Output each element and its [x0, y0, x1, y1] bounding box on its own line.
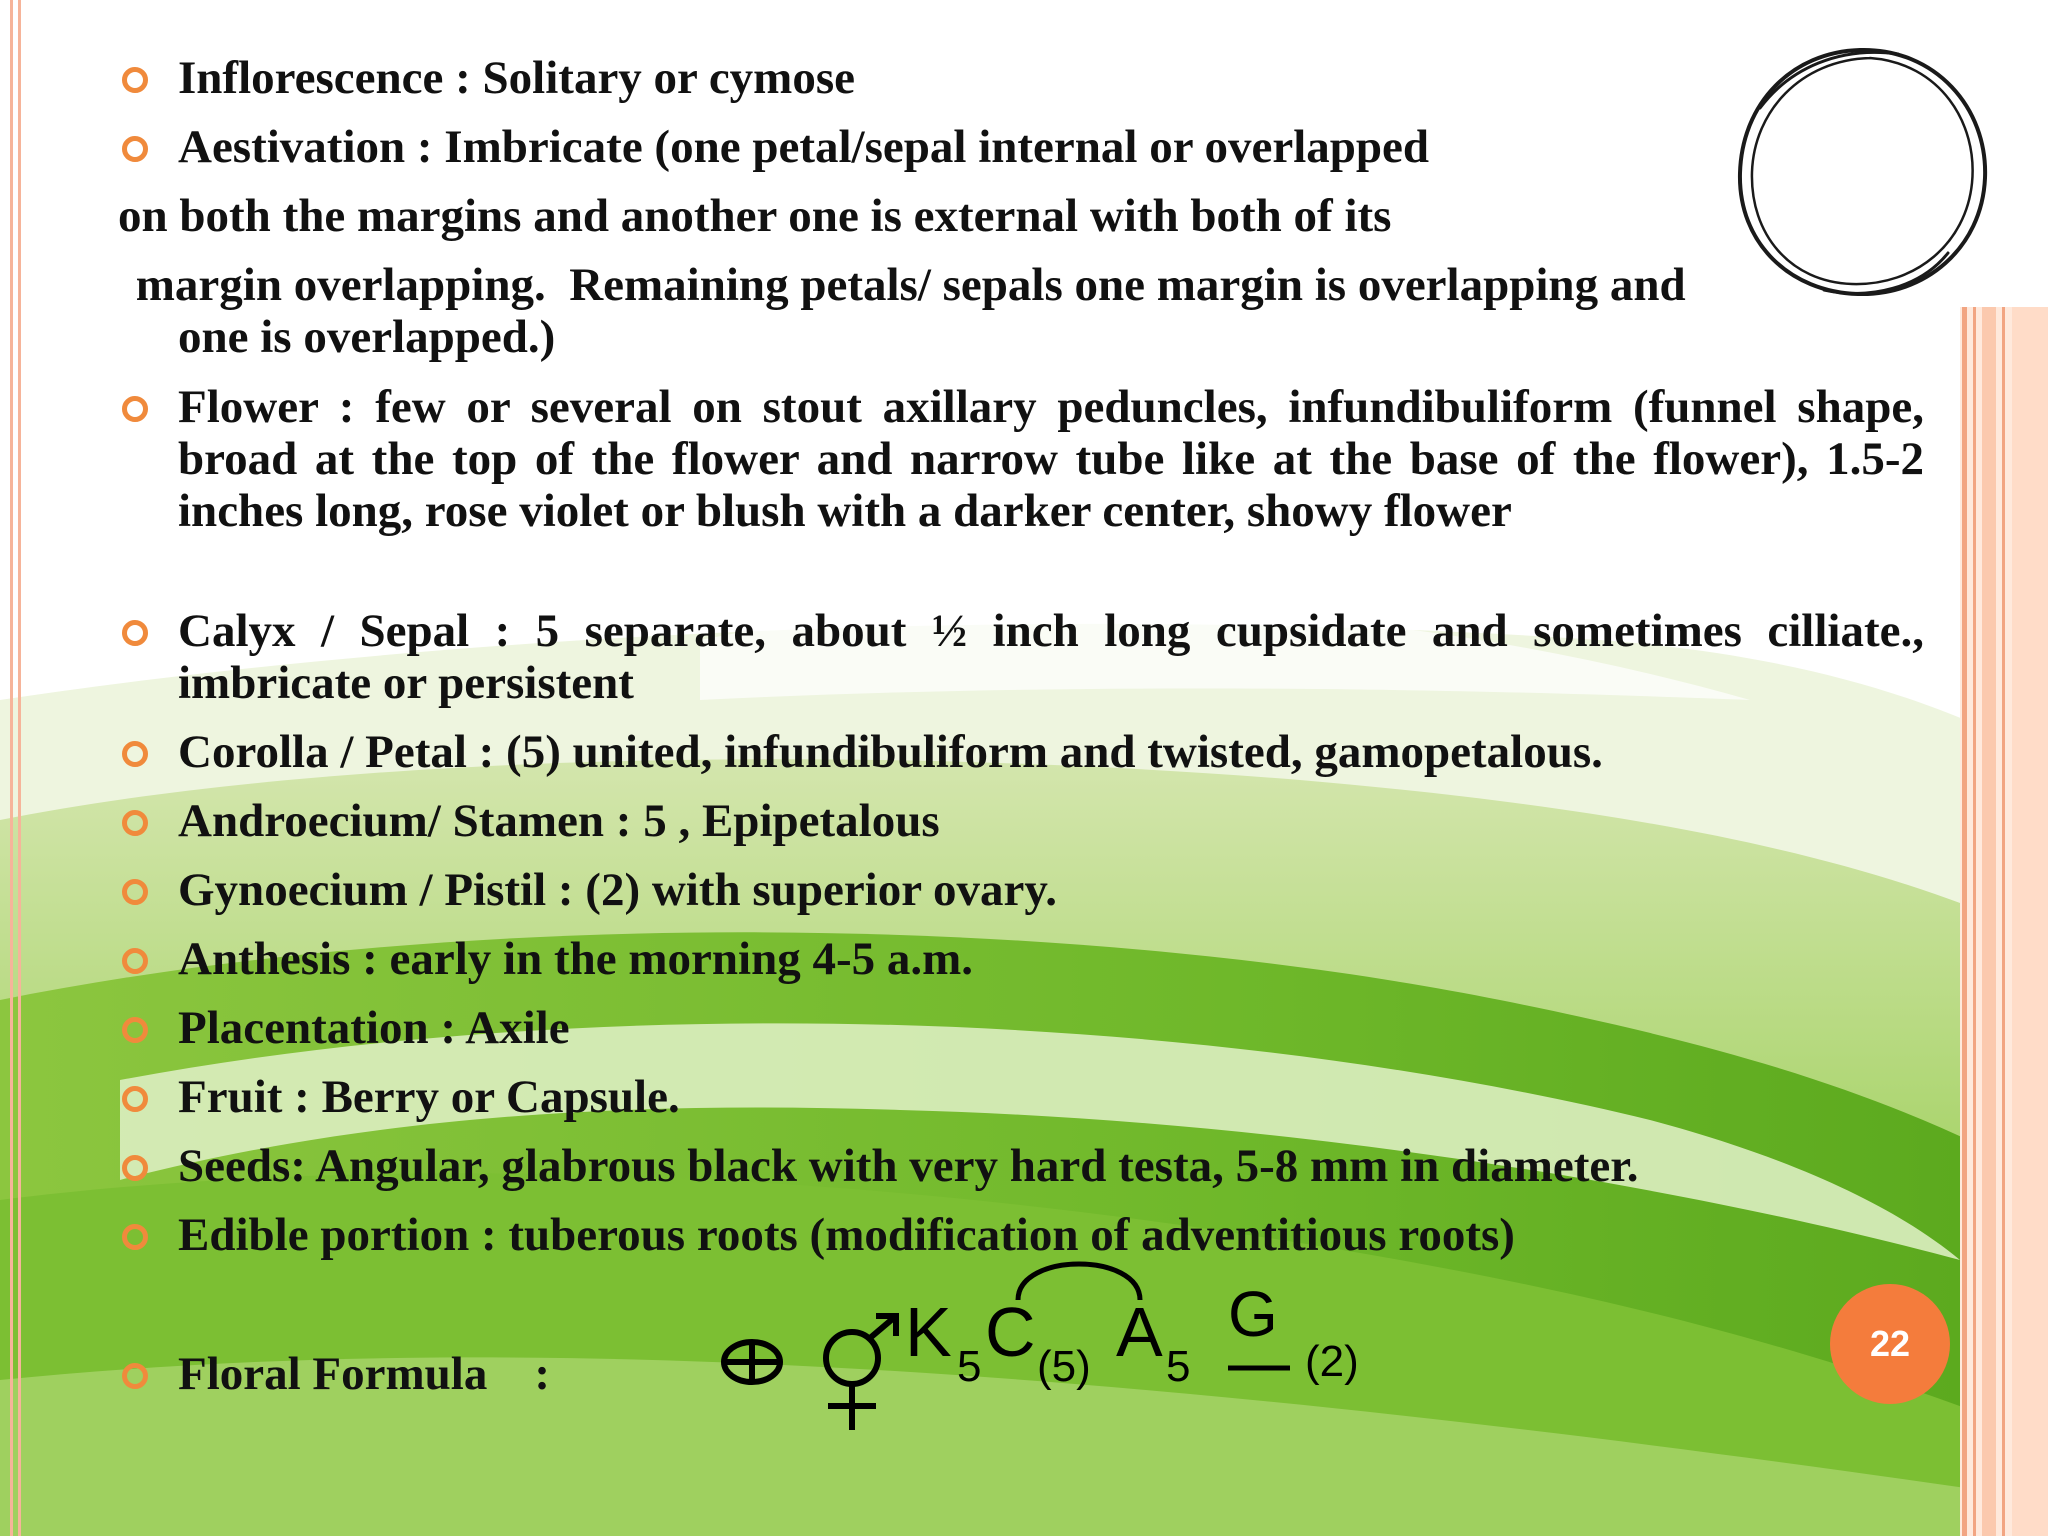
corolla-count: (5) [1037, 1342, 1091, 1391]
bullet-icon [122, 136, 148, 162]
left-border-line [10, 0, 13, 1536]
bullet-text: Aestivation : Imbricate (one petal/sepal internal or overlapped [178, 121, 1430, 173]
actinomorphic-symbol-icon [724, 1342, 780, 1382]
bullet-icon [122, 948, 148, 974]
floral-formula [700, 1238, 1420, 1438]
gynoecium-symbol: G [1228, 1278, 1278, 1350]
bullet-text: Placentation : Axile [178, 1002, 570, 1054]
continuation-text: margin overlapping. Remaining petals/ sepals one margin is overlapping and [124, 259, 1686, 311]
bullet-text: Floral Formula : [178, 1348, 551, 1400]
bullet-icon [122, 67, 148, 93]
page-number-badge: 22 [1830, 1284, 1950, 1404]
bullet-icon [122, 879, 148, 905]
bullet-icon [122, 1363, 148, 1389]
bullet-icon [122, 1017, 148, 1043]
bullet-icon [122, 620, 148, 646]
sketch-circle-icon [1720, 38, 2000, 308]
bullet-icon [122, 741, 148, 767]
bullet-text: Seeds: Angular, glabrous black with very hard testa, 5-8 mm in diameter. [178, 1140, 1639, 1192]
bullet-icon [122, 810, 148, 836]
bullet-icon [122, 1086, 148, 1112]
bullet-text: Gynoecium / Pistil : (2) with superior ovary. [178, 864, 1058, 916]
bisexual-symbol-icon [826, 1316, 896, 1430]
bullet-text: Anthesis : early in the morning 4-5 a.m. [178, 933, 974, 985]
bullet-icon [122, 396, 148, 422]
bullet-text: Flower : few or several on stout axillary peduncles, infundibuliform (funnel shape, broad at the top of the flower and narrow tube like at the base of the flower), 1.5-2 inches long, rose violet or blush with a darker center, showy flower [178, 381, 1924, 537]
bullet-text: Androecium/ Stamen : 5 , Epipetalous [178, 795, 940, 847]
calyx-symbol: K [905, 1293, 952, 1371]
gynoecium-count: (2) [1305, 1337, 1359, 1386]
right-side-panel [1960, 307, 2048, 1536]
androecium-symbol: A [1116, 1293, 1163, 1371]
continuation-text: on both the margins and another one is external with both of its [118, 190, 1392, 242]
bullet-text: Fruit : Berry or Capsule. [178, 1071, 680, 1123]
bullet-text: Edible portion : tuberous roots (modification of adventitious roots) [178, 1209, 1515, 1261]
bullet-text: Corolla / Petal : (5) united, infundibuliform and twisted, gamopetalous. [178, 726, 1603, 778]
bullet-text: Calyx / Sepal : 5 separate, about ½ inch long cupsidate and sometimes cilliate., imbricate or persistent [178, 605, 1924, 709]
corolla-symbol: C [985, 1293, 1036, 1371]
left-border-line [18, 0, 21, 1536]
androecium-count: 5 [1166, 1342, 1191, 1391]
continuation-text: one is overlapped.) [178, 311, 556, 363]
bullet-icon [122, 1155, 148, 1181]
bullet-icon [122, 1224, 148, 1250]
bullet-text: Inflorescence : Solitary or cymose [178, 52, 855, 104]
calyx-count: 5 [957, 1342, 982, 1391]
